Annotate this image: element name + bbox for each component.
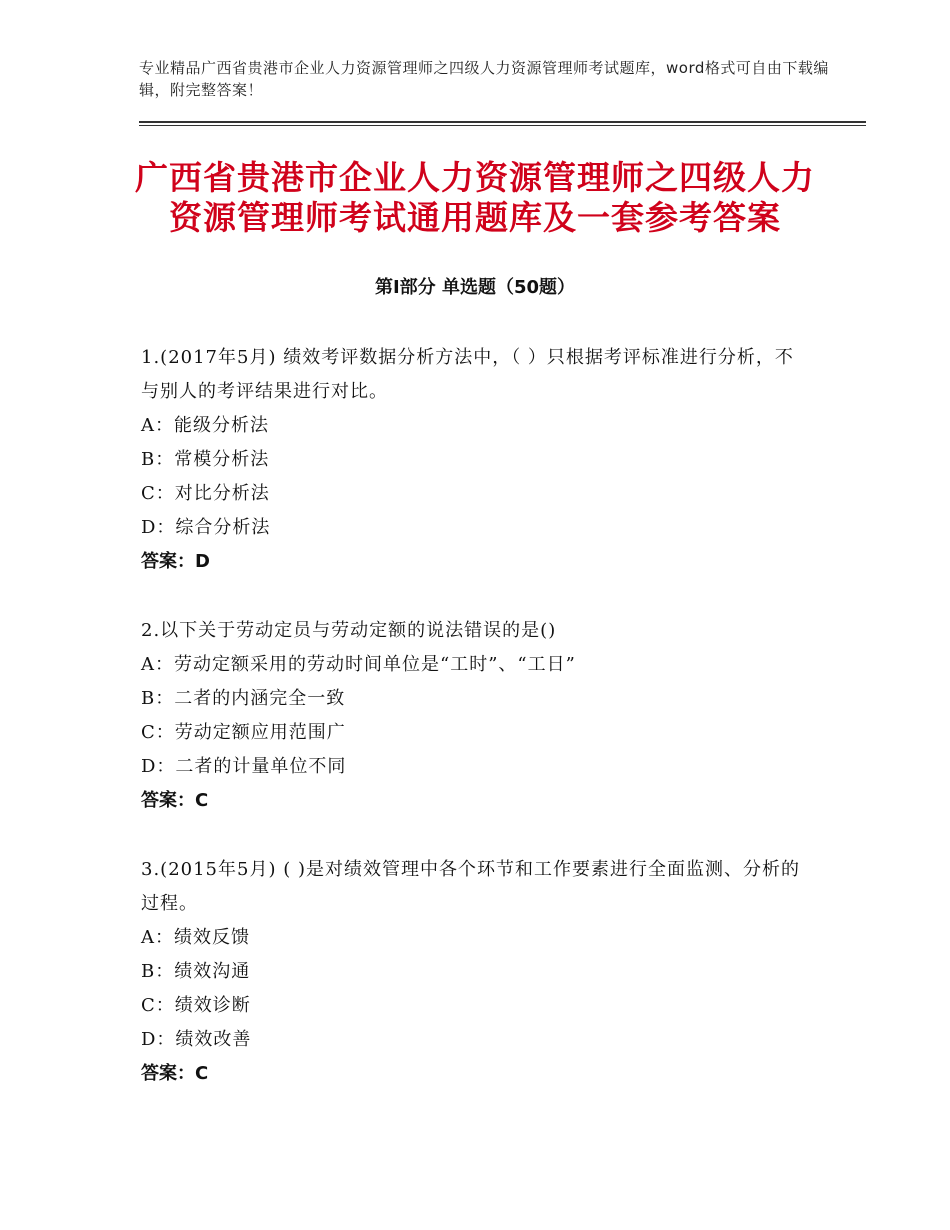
header-divider: [139, 121, 866, 123]
question-block: [141, 341, 811, 579]
option-a: A：劳动定额采用的劳动时间单位是“工时”、“工日”: [141, 654, 576, 675]
option-b: B：二者的内涵完全一致: [141, 688, 346, 709]
document-title: 广西省贵港市企业人力资源管理师之四级人力资源管理师考试通用题库及一套参考答案: [135, 158, 815, 237]
answer-text: 答案：C: [141, 790, 209, 811]
option-d: D：二者的计量单位不同: [141, 756, 347, 777]
question-stem: 3.(2015年5月) ( )是对绩效管理中各个环节和工作要素进行全面监测、分析的过程。: [141, 859, 800, 914]
option-b: B：绩效沟通: [141, 961, 251, 982]
question-block: [141, 853, 811, 1091]
question-stem: 1.(2017年5月) 绩效考评数据分析方法中，（ ）只根据考评标准进行分析，不与别人的考评结果进行对比。: [141, 347, 794, 402]
option-b: B：常模分析法: [141, 449, 270, 470]
question-stem: 2.以下关于劳动定员与劳动定额的说法错误的是(): [141, 620, 557, 641]
answer-text: 答案：D: [141, 551, 210, 572]
option-c: C：劳动定额应用范围广: [141, 722, 346, 743]
question-block: [141, 614, 811, 818]
option-a: A：能级分析法: [141, 415, 269, 436]
answer-text: 答案：C: [141, 1063, 209, 1084]
option-d: D：综合分析法: [141, 517, 271, 538]
header-divider-thin: [139, 125, 866, 126]
option-c: C：对比分析法: [141, 483, 270, 504]
option-a: A：绩效反馈: [141, 927, 250, 948]
option-d: D：绩效改善: [141, 1029, 252, 1050]
header-note: 专业精品广西省贵港市企业人力资源管理师之四级人力资源管理师考试题库，word格式可自由下载编辑，附完整答案！: [139, 59, 829, 99]
option-c: C：绩效诊断: [141, 995, 251, 1016]
section-title: 第Ⅰ部分 单选题（50题）: [374, 277, 575, 298]
